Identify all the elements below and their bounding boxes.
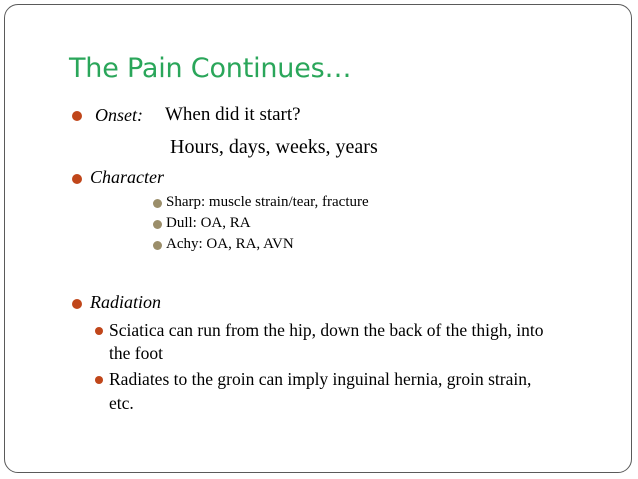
onset-answer: Hours, days, weeks, years	[170, 136, 378, 158]
slide-title: The Pain Continues…	[69, 53, 352, 84]
onset-label: Onset:	[95, 105, 143, 125]
character-label: Character	[90, 167, 164, 187]
onset-question: When did it start?	[165, 104, 301, 125]
radiation-item-bullet-icon	[95, 327, 103, 335]
character-item-bullet-icon	[153, 199, 162, 208]
character-item: Sharp: muscle strain/tear, fracture	[166, 194, 369, 210]
radiation-label: Radiation	[90, 292, 161, 312]
onset-bullet-icon	[72, 111, 82, 121]
radiation-item-line: Radiates to the groin can imply inguinal hernia, groin strain,	[109, 369, 532, 389]
character-item: Dull: OA, RA	[166, 215, 251, 231]
radiation-bullet-icon	[72, 299, 82, 309]
character-bullet-icon	[72, 174, 82, 184]
radiation-item-line: Sciatica can run from the hip, down the back of the thigh, into	[109, 320, 544, 340]
radiation-item-line: the foot	[109, 343, 163, 363]
radiation-item-bullet-icon	[95, 376, 103, 384]
character-item: Achy: OA, RA, AVN	[166, 236, 294, 252]
radiation-item-line: etc.	[109, 393, 134, 413]
character-item-bullet-icon	[153, 241, 162, 250]
character-item-bullet-icon	[153, 220, 162, 229]
